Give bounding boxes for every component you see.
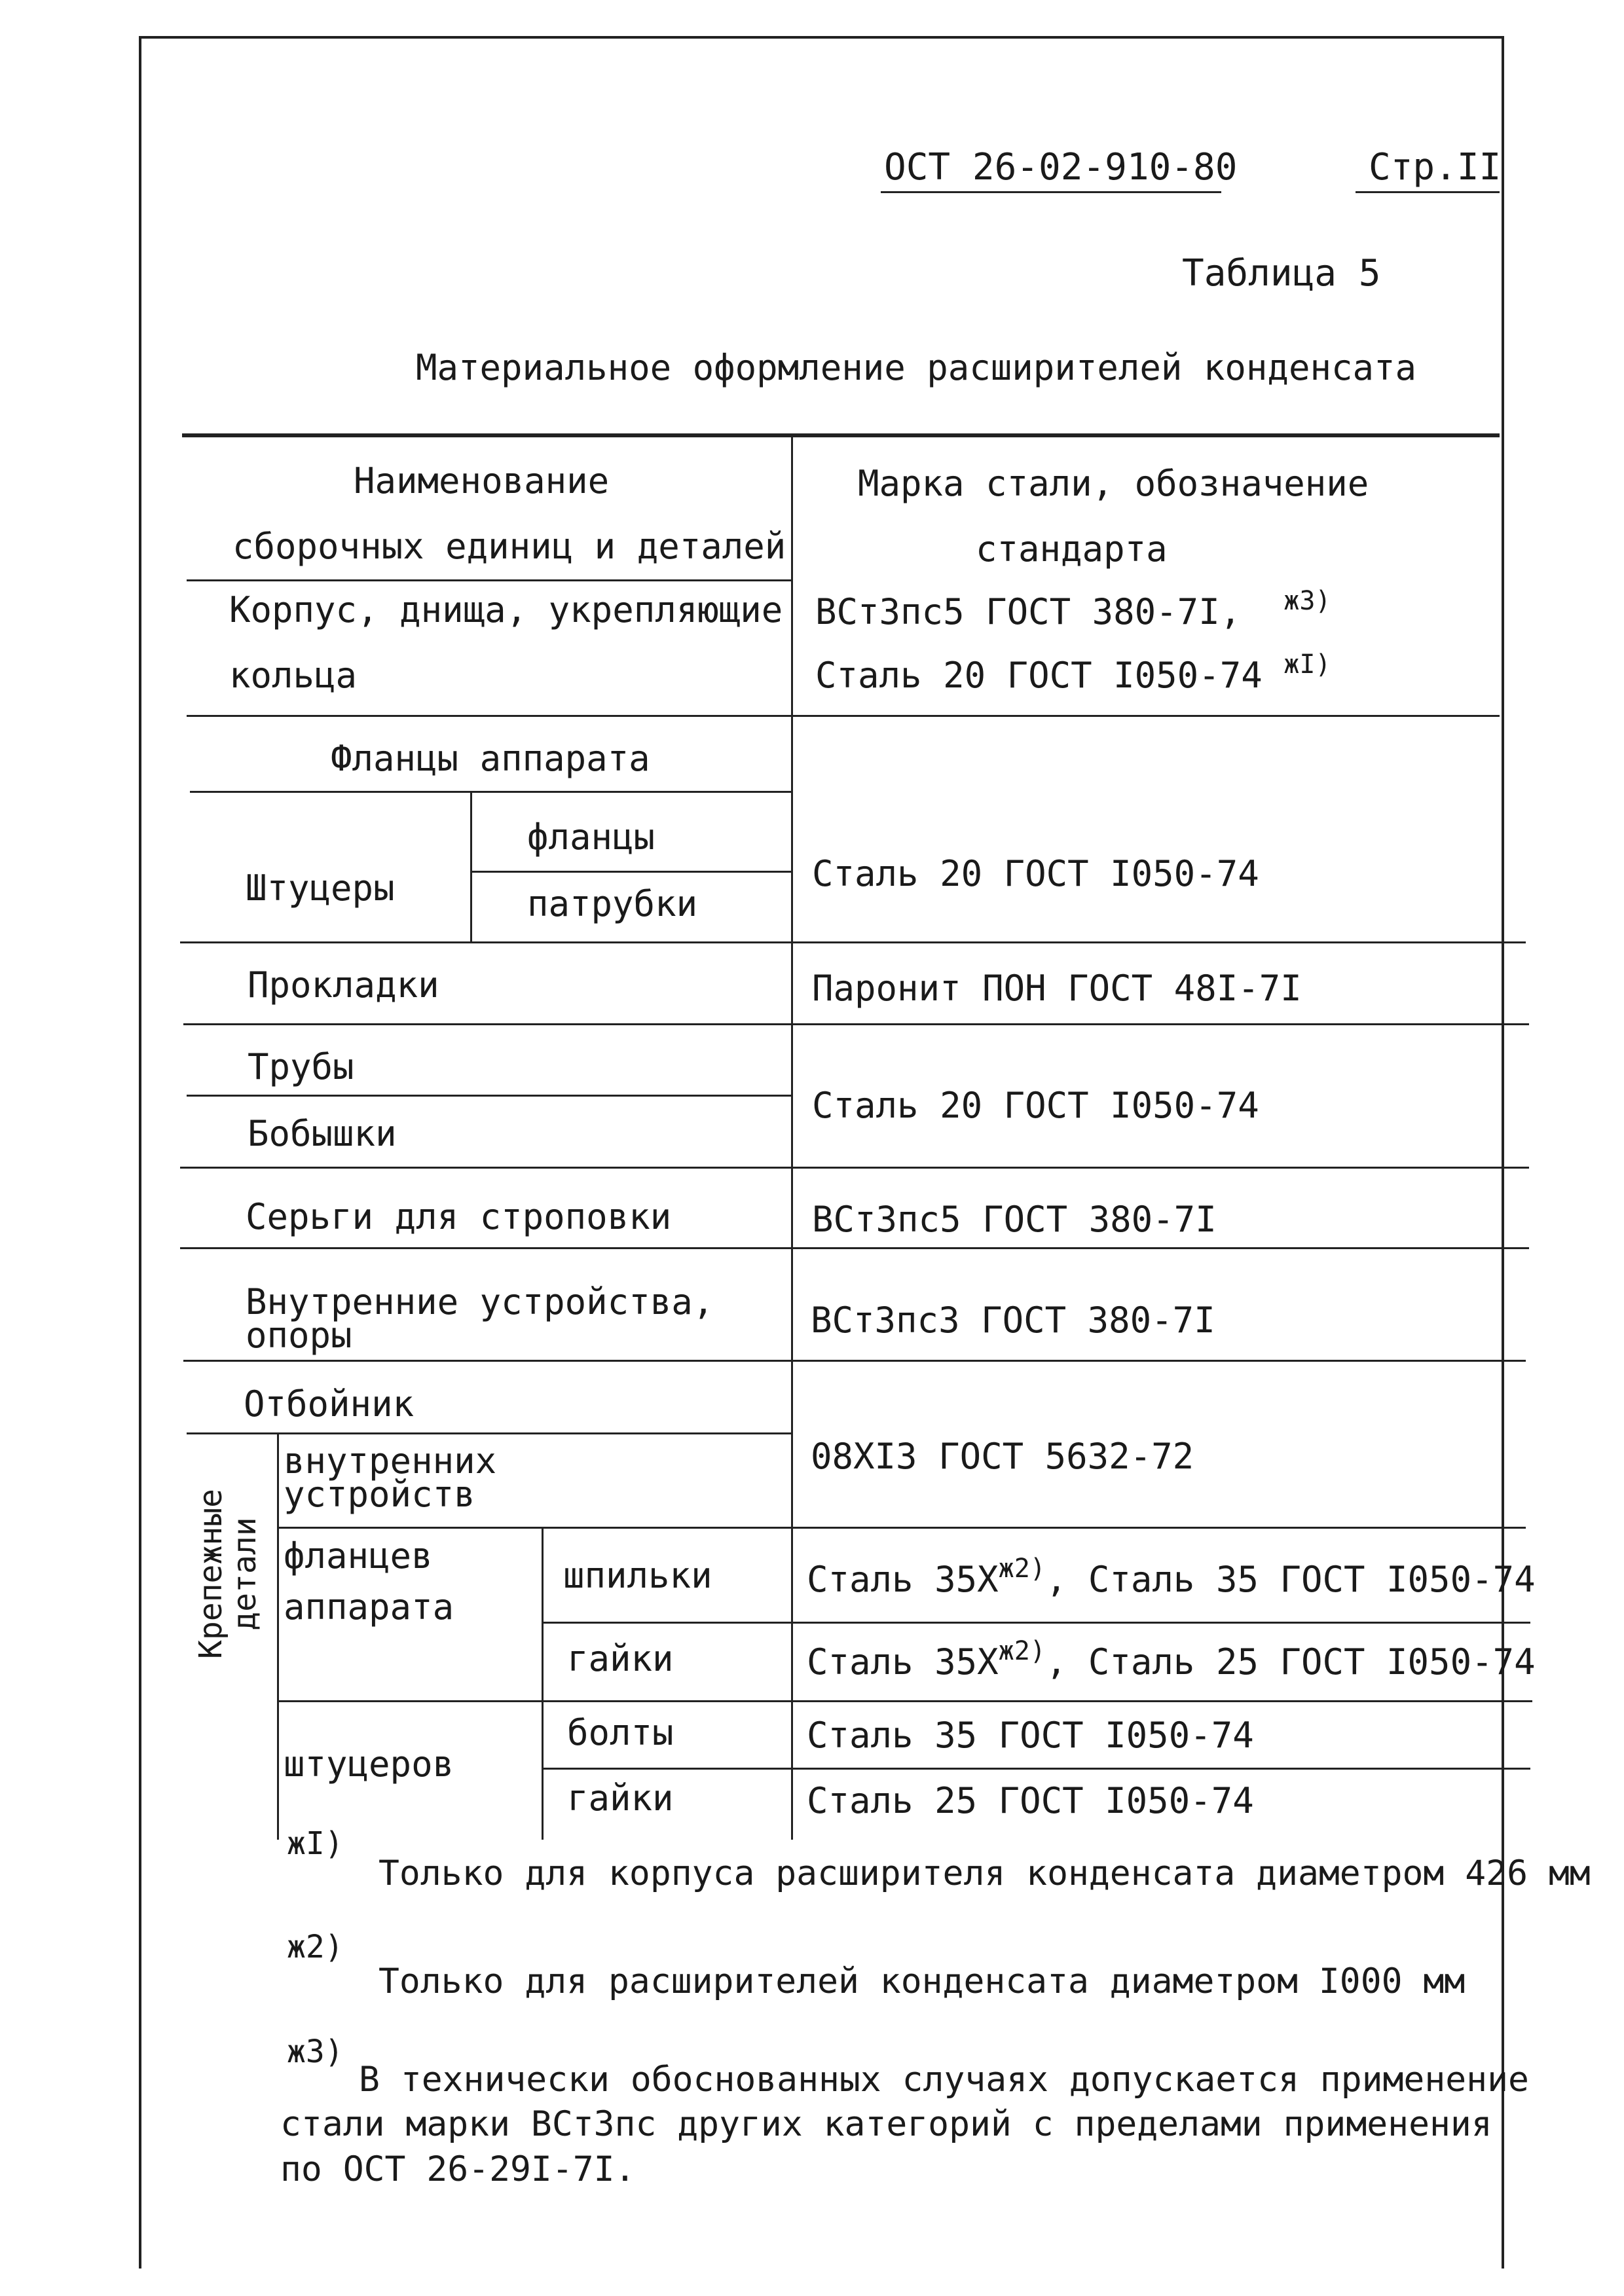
row-divider-shtutsery-sub bbox=[470, 871, 791, 873]
krep-label-divider bbox=[277, 1432, 279, 1840]
row-divider-shtutsery bbox=[180, 941, 1526, 943]
vnutr-label-line2: опоры bbox=[246, 1315, 352, 1356]
row-divider-truby bbox=[187, 1095, 791, 1097]
korpus-material-1-text: ВСт3пс5 ГОСТ 380-7I, bbox=[815, 591, 1242, 632]
page-number-underline bbox=[1356, 191, 1500, 193]
table-top-rule bbox=[182, 433, 1500, 437]
gaiki-shtutserov-label: гайки bbox=[567, 1777, 674, 1819]
gaiki-flantsev-material-b: , Сталь 25 ГОСТ I050-74 bbox=[1045, 1641, 1536, 1683]
korpus-material-line1 bbox=[815, 586, 1331, 632]
document-code: ОСТ 26-02-910-80 bbox=[884, 146, 1238, 189]
flanges-material: Сталь 20 ГОСТ I050-74 bbox=[812, 853, 1259, 894]
shtutsery-flantsy-label: фланцы bbox=[527, 816, 655, 858]
flantsev-sub-divider bbox=[542, 1527, 544, 1840]
krep-label-line2: детали bbox=[227, 1517, 263, 1631]
krep-detali-label bbox=[194, 1482, 262, 1666]
truby-material: Сталь 20 ГОСТ I050-74 bbox=[812, 1085, 1259, 1126]
vnutr-material: ВСт3пс3 ГОСТ 380-7I bbox=[811, 1300, 1215, 1341]
prokladki-material: Паронит ПОН ГОСТ 48I-7I bbox=[812, 968, 1302, 1009]
gaiki-flantsev-material bbox=[807, 1636, 1536, 1683]
sergi-material: ВСт3пс5 ГОСТ 380-7I bbox=[812, 1199, 1217, 1240]
krep-vnutr-line1: внутренних bbox=[284, 1440, 497, 1482]
gaiki-flantsev-material-a: Сталь 35Х bbox=[807, 1641, 999, 1683]
footnote-3-line2: стали марки ВСт3пс других категорий с пределами применения bbox=[280, 2104, 1492, 2144]
sergi-label: Серьги для строповки bbox=[246, 1196, 672, 1237]
krep-label-line1: Крепежные bbox=[193, 1488, 229, 1660]
row-divider-bobyshki bbox=[180, 1167, 1529, 1169]
korpus-material-2-text: Сталь 20 ГОСТ I050-74 bbox=[815, 655, 1263, 696]
row-divider-sergi bbox=[180, 1247, 1529, 1249]
shtutsery-sub-divider bbox=[470, 791, 472, 941]
footnote-ref-1: жI) bbox=[1283, 649, 1331, 680]
flanges-apparatus-label: Фланцы аппарата bbox=[331, 738, 650, 779]
col-header-left-line1: Наименование bbox=[354, 460, 610, 501]
footnote-2-text: Только для расширителей конденсата диаметром I000 мм bbox=[378, 1961, 1466, 2001]
bolty-label: болты bbox=[567, 1712, 674, 1753]
otboinik-material: 08ХI3 ГОСТ 5632-72 bbox=[811, 1436, 1194, 1477]
gaiki-flantsev-label: гайки bbox=[567, 1638, 674, 1679]
row-divider-header-left bbox=[187, 579, 791, 581]
bobyshki-label: Бобышки bbox=[248, 1113, 397, 1154]
vnutr-label-line1: Внутренние устройства, bbox=[246, 1281, 714, 1322]
frame-left-border bbox=[139, 36, 141, 2269]
col-header-left-line2: сборочных единиц и деталей bbox=[232, 526, 786, 567]
footnote-1-mark: жI) bbox=[287, 1825, 344, 1862]
row-divider-korpus bbox=[187, 715, 1500, 717]
truby-label: Трубы bbox=[248, 1046, 354, 1087]
shpilki-label: шпильки bbox=[563, 1555, 712, 1596]
footnote-ref-3: ж3) bbox=[1283, 586, 1331, 616]
otboinik-label: Отбойник bbox=[244, 1383, 415, 1425]
footnote-ref-2: ж2) bbox=[998, 1554, 1046, 1584]
gaiki-shtutserov-material: Сталь 25 ГОСТ I050-74 bbox=[807, 1780, 1254, 1821]
row-divider-shpilki bbox=[542, 1622, 1530, 1624]
shtutsery-patrubki-label: патрубки bbox=[527, 883, 698, 924]
row-divider-flanges-app bbox=[190, 791, 791, 793]
korpus-name-line2: кольца bbox=[229, 655, 358, 696]
row-divider-flantsev bbox=[277, 1700, 1532, 1702]
shtutsery-label: Штуцеры bbox=[246, 867, 395, 909]
footnote-3-line3: по ОСТ 26-29I-7I. bbox=[280, 2149, 636, 2189]
table-label: Таблица 5 bbox=[1182, 252, 1381, 295]
col-header-right-line2: стандарта bbox=[976, 528, 1168, 570]
korpus-name-line1: Корпус, днища, укрепляющие bbox=[229, 589, 783, 630]
flantsev-label-line2: аппарата bbox=[284, 1586, 454, 1628]
krep-vnutr-line2: устройств bbox=[284, 1474, 475, 1515]
shpilki-material bbox=[807, 1554, 1536, 1600]
frame-right-border bbox=[1502, 36, 1504, 2269]
shpilki-material-b: , Сталь 35 ГОСТ I050-74 bbox=[1045, 1559, 1536, 1600]
row-divider-vnutr bbox=[183, 1360, 1526, 1362]
document-code-underline bbox=[881, 191, 1221, 193]
footnote-ref-2-b: ж2) bbox=[998, 1636, 1046, 1666]
table-column-divider bbox=[791, 435, 793, 1840]
frame-top-border bbox=[139, 36, 1504, 39]
flantsev-label-line1: фланцев bbox=[284, 1535, 433, 1576]
col-header-right-line1: Марка стали, обозначение bbox=[858, 463, 1369, 504]
shpilki-material-a: Сталь 35Х bbox=[807, 1559, 999, 1600]
shtutserov-label: штуцеров bbox=[284, 1743, 454, 1785]
footnote-3-mark: ж3) bbox=[287, 2033, 344, 2070]
row-divider-bolty bbox=[542, 1768, 1530, 1770]
row-divider-prokladki bbox=[183, 1023, 1529, 1025]
table-title: Материальное оформление расширителей конденсата bbox=[416, 347, 1417, 388]
footnote-1-text: Только для корпуса расширителя конденсата диаметром 426 мм bbox=[378, 1853, 1591, 1893]
row-divider-krep-vnutr bbox=[277, 1527, 1526, 1529]
prokladki-label: Прокладки bbox=[248, 964, 439, 1006]
page-number: Стр.II bbox=[1369, 146, 1502, 189]
footnote-3-line1: В технически обоснованных случаях допускается применение bbox=[359, 2060, 1529, 2100]
korpus-material-line2 bbox=[815, 649, 1331, 696]
footnote-2-mark: ж2) bbox=[287, 1929, 344, 1965]
bolty-material: Сталь 35 ГОСТ I050-74 bbox=[807, 1715, 1254, 1756]
